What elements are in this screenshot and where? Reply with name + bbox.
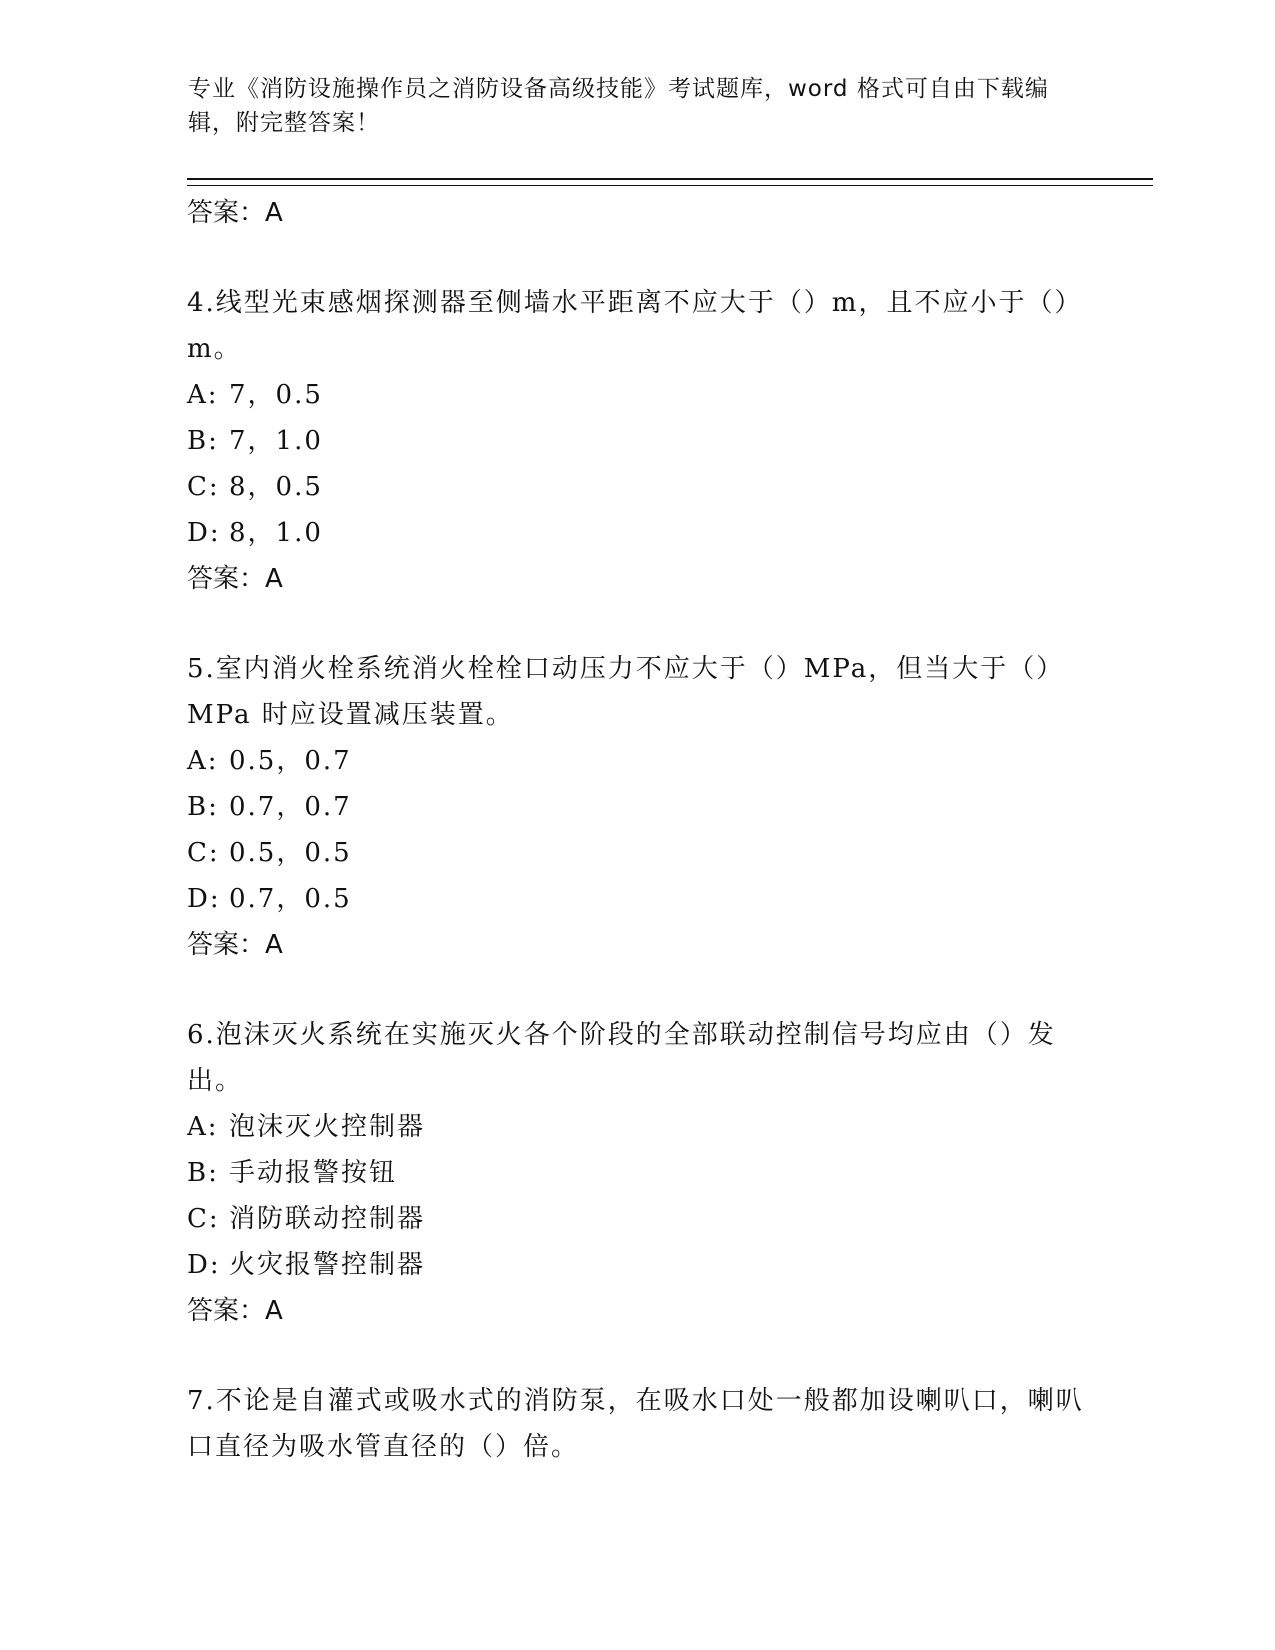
option-c xyxy=(187,464,1087,510)
document-header: 专业《消防设施操作员之消防设备高级技能》考试题库，word 格式可自由下载编辑，附完整答案！ xyxy=(188,76,1049,136)
option-a xyxy=(187,738,1087,784)
option-b xyxy=(187,418,1087,464)
option-key: D: xyxy=(187,1250,221,1280)
question-stem: 7.不论是自灌式或吸水式的消防泵，在吸水口处一般都加设喇叭口，喇叭口直径为吸水管直径的（）倍。 xyxy=(187,1386,1084,1462)
option-c xyxy=(187,830,1087,876)
option-list xyxy=(187,738,1087,922)
option-text: 消防联动控制器 xyxy=(229,1204,426,1234)
option-a xyxy=(187,1104,1087,1150)
question-stem: 5.室内消火栓系统消火栓栓口动压力不应大于（）MPa，但当大于（）MPa 时应设置减压装置。 xyxy=(187,654,1065,730)
option-text: 0.5，0.7 xyxy=(229,746,352,776)
option-key: C: xyxy=(187,472,220,502)
question-4 xyxy=(187,280,1087,602)
option-text: 泡沫灭火控制器 xyxy=(229,1112,426,1142)
option-key: A: xyxy=(187,746,219,776)
question-list xyxy=(187,190,1087,1470)
option-key: A: xyxy=(187,380,219,410)
answer-line: 答案：A xyxy=(187,564,283,594)
option-d xyxy=(187,510,1087,556)
option-text: 0.7，0.5 xyxy=(229,884,352,914)
option-text: 0.7，0.7 xyxy=(229,792,352,822)
option-text: 7，0.5 xyxy=(229,380,323,410)
option-key: B: xyxy=(187,1158,219,1188)
option-list xyxy=(187,1104,1087,1288)
option-text: 7，1.0 xyxy=(229,426,323,456)
header-divider xyxy=(187,178,1153,186)
option-key: D: xyxy=(187,518,221,548)
option-a xyxy=(187,372,1087,418)
answer-line: 答案：A xyxy=(187,1296,283,1326)
option-text: 0.5，0.5 xyxy=(229,838,352,868)
option-key: A: xyxy=(187,1112,219,1142)
answer-line: 答案：A xyxy=(187,198,283,228)
option-d xyxy=(187,876,1087,922)
option-text: 8，1.0 xyxy=(229,518,323,548)
option-key: C: xyxy=(187,838,220,868)
option-d xyxy=(187,1242,1087,1288)
question-6 xyxy=(187,1012,1087,1334)
option-text: 火灾报警控制器 xyxy=(229,1250,426,1280)
option-key: B: xyxy=(187,792,219,822)
question-7 xyxy=(187,1378,1087,1470)
option-b xyxy=(187,1150,1087,1196)
option-text: 手动报警按钮 xyxy=(229,1158,398,1188)
option-list xyxy=(187,372,1087,556)
option-c xyxy=(187,1196,1087,1242)
question-stem: 4.线型光束感烟探测器至侧墙水平距离不应大于（）m，且不应小于（）m。 xyxy=(187,288,1083,364)
question-stem: 6.泡沫灭火系统在实施灭火各个阶段的全部联动控制信号均应由（）发出。 xyxy=(187,1020,1056,1096)
question-5 xyxy=(187,646,1087,968)
option-text: 8，0.5 xyxy=(229,472,323,502)
option-key: C: xyxy=(187,1204,220,1234)
option-key: B: xyxy=(187,426,219,456)
option-key: D: xyxy=(187,884,221,914)
option-b xyxy=(187,784,1087,830)
answer-line: 答案：A xyxy=(187,930,283,960)
